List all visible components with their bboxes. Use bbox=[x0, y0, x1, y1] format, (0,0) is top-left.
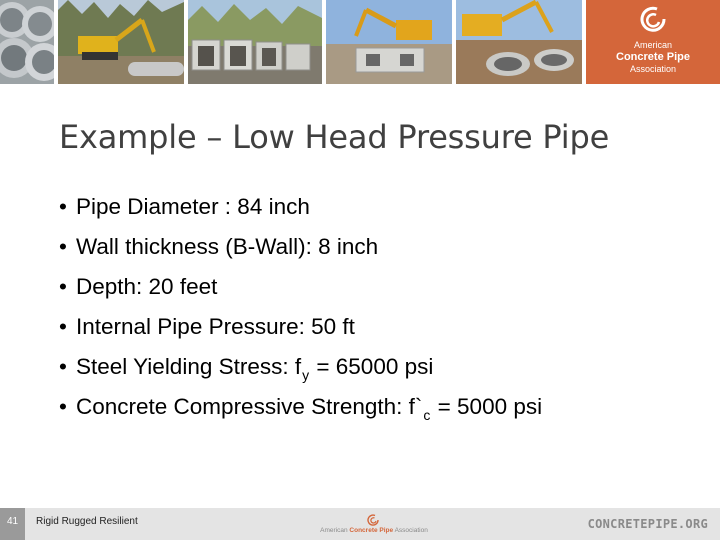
bullet-text bbox=[76, 354, 434, 383]
bullet-dot: • bbox=[59, 314, 67, 339]
box-culverts-photo bbox=[188, 0, 322, 84]
bullet-steel-yield-stress bbox=[59, 354, 542, 394]
acpa-logo-icon bbox=[639, 6, 667, 34]
bullet-text: Pipe Diameter : 84 inch bbox=[76, 194, 310, 219]
slide-number: 41 bbox=[0, 508, 25, 540]
footer-logo-bold: Concrete Pipe bbox=[349, 527, 394, 534]
excavator-trees-photo bbox=[58, 0, 184, 84]
brand-line-association: Association bbox=[629, 64, 677, 74]
bullet-text: Depth: 20 feet bbox=[76, 274, 218, 299]
excavator-pipe-laying-photo bbox=[456, 0, 582, 84]
bullet-dot: • bbox=[59, 194, 67, 219]
bullet-dot: • bbox=[59, 234, 67, 259]
bullet-dot: • bbox=[59, 354, 67, 379]
subscript-c: c bbox=[423, 407, 431, 423]
bullet-text-main: Steel Yielding Stress: f bbox=[76, 354, 302, 379]
bullet-dot: • bbox=[59, 274, 67, 299]
acpa-brand-block bbox=[586, 0, 720, 84]
footer-logo-text bbox=[312, 527, 436, 534]
excavator-jobsite-photo bbox=[326, 0, 452, 84]
bullet-depth bbox=[59, 274, 542, 314]
footer-tagline: Rigid Rugged Resilient bbox=[36, 516, 138, 527]
footer-acpa-logo bbox=[312, 513, 436, 539]
bullet-text-value: = 65000 psi bbox=[316, 354, 434, 379]
acpa-small-logo-icon bbox=[367, 513, 379, 525]
subscript-y: y bbox=[302, 367, 310, 383]
bullet-text-main: Concrete Compressive Strength: f` bbox=[76, 394, 423, 419]
website-link[interactable]: CONCRETEPIPE.ORG bbox=[587, 517, 708, 531]
brand-line-concrete-pipe: Concrete Pipe bbox=[616, 51, 690, 63]
slide-title: Example – Low Head Pressure Pipe bbox=[59, 118, 610, 156]
bullet-concrete-strength bbox=[59, 394, 542, 434]
bullet-internal-pressure bbox=[59, 314, 542, 354]
bullet-text bbox=[76, 394, 543, 423]
footer-bar bbox=[0, 508, 720, 540]
bullet-text: Wall thickness (B-Wall): 8 inch bbox=[76, 234, 379, 259]
footer-logo-prefix: American bbox=[320, 527, 348, 534]
header-banner bbox=[0, 0, 720, 92]
bullet-list bbox=[59, 194, 542, 434]
bullet-wall-thickness bbox=[59, 234, 542, 274]
footer-logo-suffix: Association bbox=[394, 527, 428, 534]
concrete-pipe-stack-photo bbox=[0, 0, 54, 84]
bullet-text-value: = 5000 psi bbox=[437, 394, 543, 419]
bullet-pipe-diameter bbox=[59, 194, 542, 234]
brand-line-american: American bbox=[633, 40, 672, 50]
bullet-dot: • bbox=[59, 394, 67, 419]
bullet-text: Internal Pipe Pressure: 50 ft bbox=[76, 314, 355, 339]
